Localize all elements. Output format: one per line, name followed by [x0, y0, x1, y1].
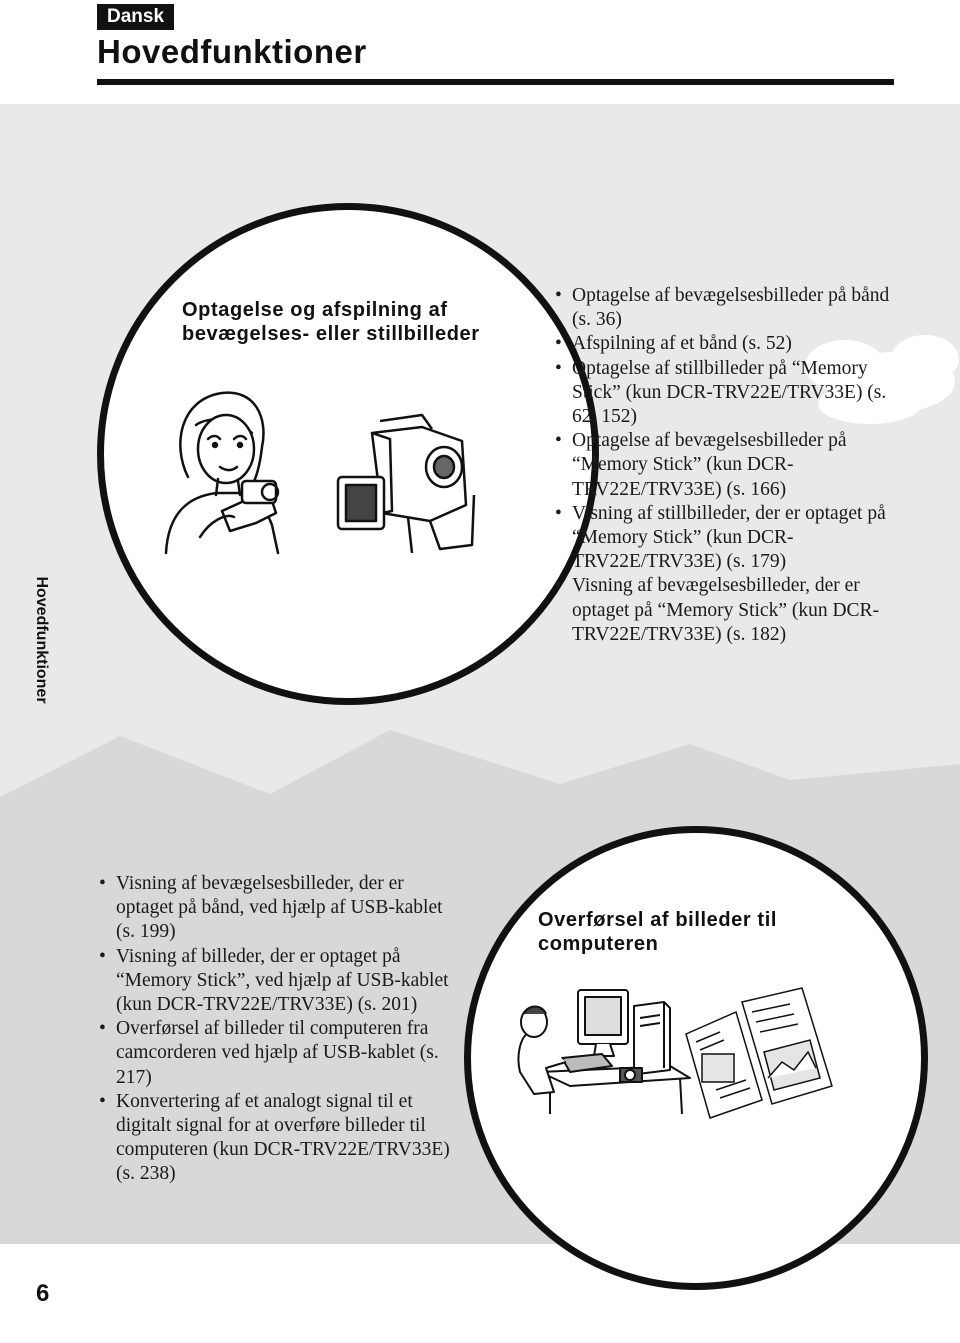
page-number: 6 — [36, 1280, 50, 1307]
list-item: • Visning af bevægelsesbilleder, der er optaget på “Memory Stick” (kun DCR-TRV22E/TRV33E) (s. 182) — [560, 574, 900, 647]
list-item: • Afspilning af et bånd (s. 52) — [560, 332, 900, 356]
section2-title: Overførsel af billeder til computeren — [538, 909, 778, 955]
list-item: • Konvertering af et analogt signal til et digitalt signal for at overføre billeder til computeren (kun DCR-TRV22E/TRV33E) (s. 238) — [104, 1090, 454, 1187]
section1-title: Optagelse og afspilning af bevægelses- eller stillbilleder — [182, 299, 480, 345]
printed-sheets — [686, 988, 832, 1118]
list-item: • Overførsel af billeder til computeren fra camcorderen ved hjælp af USB-kablet (s. 217) — [104, 1017, 454, 1090]
list-item: • Visning af bevægelsesbilleder, der er optaget på bånd, ved hjælp af USB-kablet (s. 199) — [104, 872, 454, 945]
list-item: • Optagelse af bevægelsesbilleder på “Memory Stick” (kun DCR-TRV22E/TRV33E) (s. 166) — [560, 429, 900, 502]
seated-person — [518, 1032, 566, 1094]
computer-user-illustration — [510, 982, 840, 1122]
title-rule — [97, 79, 894, 85]
language-tag: Dansk — [97, 4, 174, 30]
section2-bullet-list — [104, 872, 454, 1187]
camcorder-drawing — [338, 415, 474, 553]
list-item: • Optagelse af bevægelsesbilleder på bånd (s. 36) — [560, 284, 900, 332]
side-section-tab — [4, 560, 78, 720]
side-tab-label: Hovedfunktioner — [33, 576, 50, 704]
woman-camcorder-illustration — [160, 385, 490, 555]
list-item: • Optagelse af stillbilleder på “Memory Stick” (kun DCR-TRV22E/TRV33E) (s. 62, 152) — [560, 357, 900, 430]
page-title: Hovedfunktioner — [97, 33, 367, 70]
list-item: • Visning af billeder, der er optaget på “Memory Stick”, ved hjælp af USB-kablet (kun DCR-TRV22E/TRV33E) (s. 201) — [104, 945, 454, 1018]
list-item: • Visning af stillbilleder, der er optaget på “Memory Stick” (kun DCR-TRV22E/TRV33E) (s. 179) — [560, 502, 900, 575]
section1-bullet-list — [560, 284, 900, 647]
